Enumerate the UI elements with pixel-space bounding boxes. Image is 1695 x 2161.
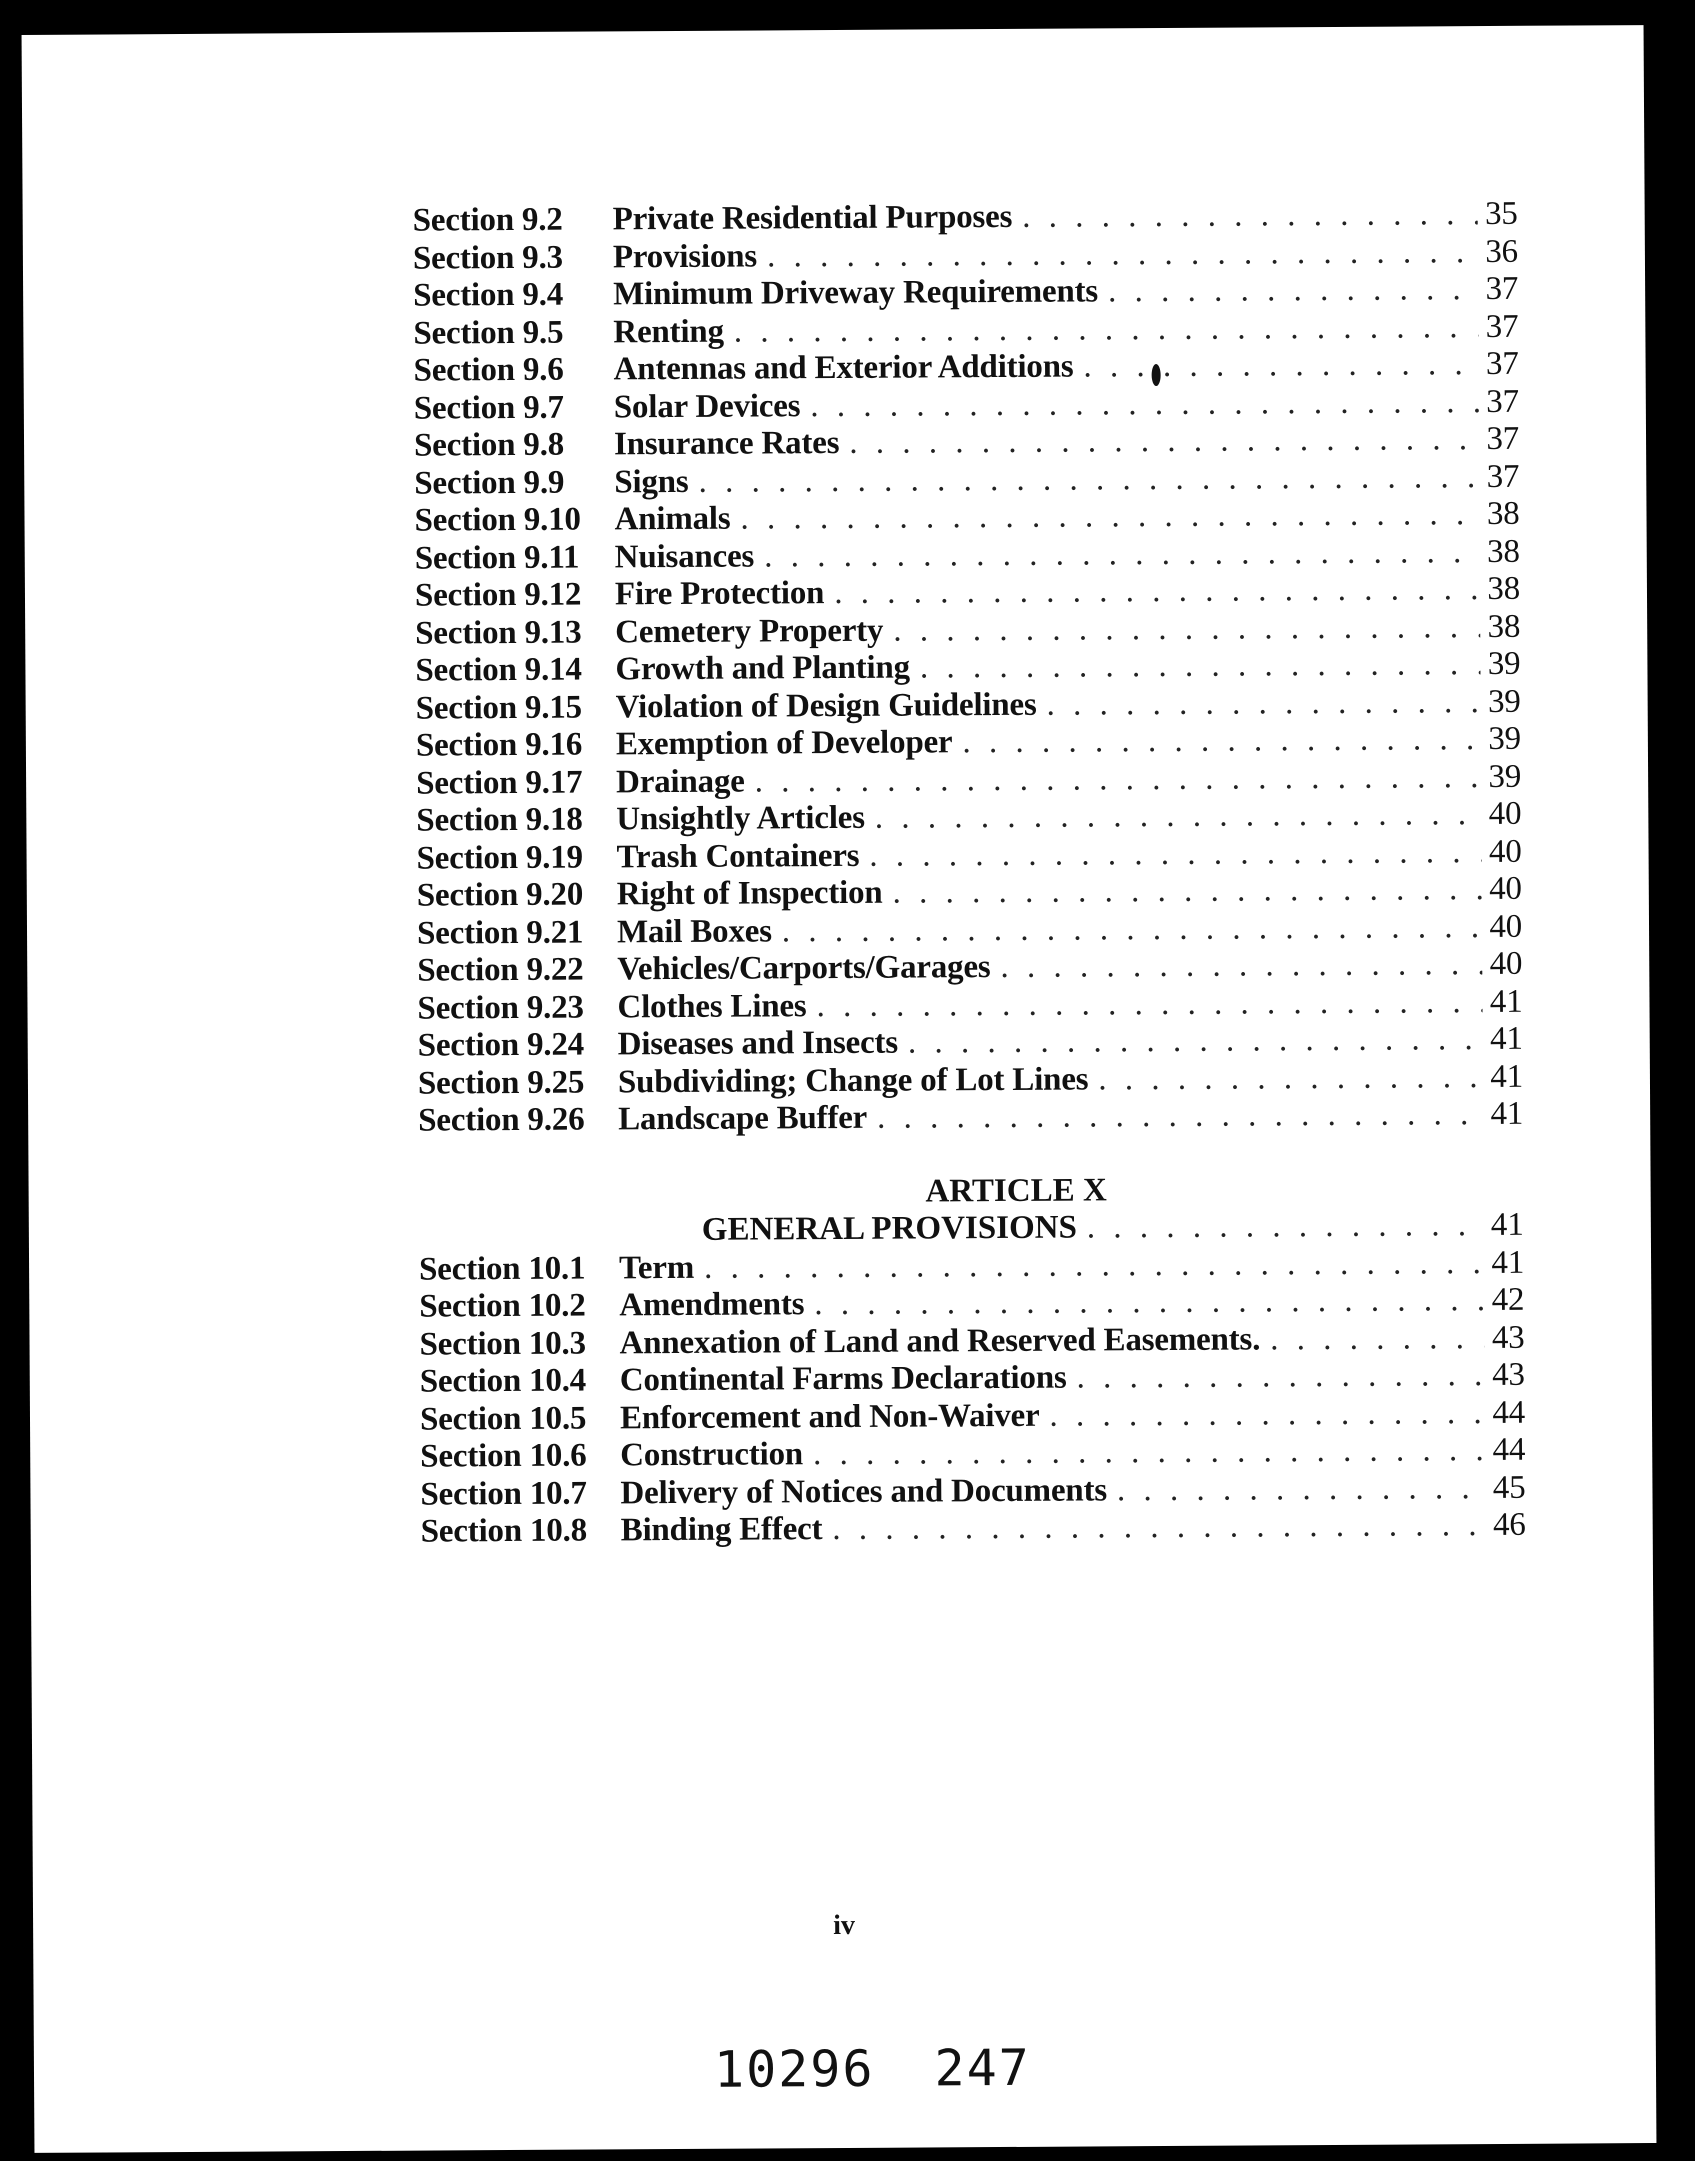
section-number: Section 10.2 xyxy=(419,1287,586,1325)
toc-entries-article-x xyxy=(419,1244,1526,1551)
page-number: 41 xyxy=(1489,1020,1523,1058)
section-number: Section 9.17 xyxy=(416,764,583,802)
section-title: Animals xyxy=(614,500,731,538)
page-number: 37 xyxy=(1485,270,1519,308)
toc-entries-article-ix xyxy=(413,196,1524,1140)
section-title: Exemption of Developer xyxy=(615,724,953,763)
page-number: 40 xyxy=(1489,908,1523,945)
section-number: Section 9.19 xyxy=(416,839,583,877)
section-number: Section 10.7 xyxy=(420,1475,587,1513)
page-number: 37 xyxy=(1485,308,1519,345)
section-title: Provisions xyxy=(612,237,758,275)
section-number: Section 9.23 xyxy=(417,989,584,1027)
page-number: 39 xyxy=(1488,758,1522,795)
section-number: Section 10.3 xyxy=(419,1325,586,1363)
section-number: Section 9.10 xyxy=(414,501,581,539)
section-number: Section 9.5 xyxy=(413,314,564,352)
section-number: Section 9.4 xyxy=(413,276,564,314)
page-number: 35 xyxy=(1484,195,1518,233)
page-number: 46 xyxy=(1492,1506,1526,1544)
section-title: Vehicles/Carports/Garages xyxy=(617,949,991,988)
page-number: 39 xyxy=(1487,683,1521,720)
toc-entry xyxy=(418,1096,1523,1140)
dot-leader xyxy=(740,496,1479,538)
section-title: Signs xyxy=(614,463,689,500)
document-stamp-number xyxy=(714,2038,1091,2098)
section-number: Section 9.15 xyxy=(415,689,583,727)
dot-leader xyxy=(1000,946,1482,986)
section-title: Minimum Driveway Requirements xyxy=(613,273,1099,313)
page-number: 38 xyxy=(1486,495,1520,533)
section-title: Delivery of Notices and Documents xyxy=(620,1471,1108,1511)
section-title: Landscape Buffer xyxy=(618,1099,868,1138)
dot-leader xyxy=(1049,1395,1485,1435)
dot-leader xyxy=(1108,271,1478,310)
dot-leader xyxy=(1022,196,1478,236)
section-number: Section 9.9 xyxy=(414,464,565,502)
section-number: Section 9.18 xyxy=(416,801,583,839)
dot-leader xyxy=(920,646,1481,686)
section-title: Antennas and Exterior Additions xyxy=(613,348,1074,388)
dot-leader xyxy=(764,534,1480,575)
dot-leader xyxy=(810,384,1479,425)
page-number: 36 xyxy=(1485,233,1519,270)
stamp-right: 247 xyxy=(934,2038,1031,2098)
section-title: Nuisances xyxy=(614,538,755,575)
article-title: GENERAL PROVISIONS xyxy=(701,1209,1077,1248)
page-number: 43 xyxy=(1491,1319,1525,1356)
page-number: 37 xyxy=(1486,420,1520,458)
section-title: Right of Inspection xyxy=(616,874,883,913)
page-number: 41 xyxy=(1491,1244,1525,1281)
toc-entry xyxy=(421,1507,1526,1551)
section-number: Section 9.14 xyxy=(415,651,582,689)
section-number: Section 9.3 xyxy=(412,239,563,277)
page-number: 39 xyxy=(1488,720,1521,758)
article-heading: ARTICLE X xyxy=(925,1171,1107,1209)
section-title: Violation of Design Guidelines xyxy=(615,686,1037,725)
section-number: Section 9.8 xyxy=(413,426,565,464)
page-number: 42 xyxy=(1491,1281,1525,1319)
page-number: 40 xyxy=(1489,945,1523,983)
page-number: 38 xyxy=(1487,533,1520,570)
dot-leader xyxy=(869,834,1481,875)
dot-leader xyxy=(782,909,1482,950)
dot-leader xyxy=(908,1021,1483,1062)
page-number: 41 xyxy=(1489,983,1523,1020)
section-title: Diseases and Insects xyxy=(617,1024,899,1063)
dot-leader xyxy=(1117,1470,1486,1509)
dot-leader xyxy=(698,459,1479,501)
section-title: Mail Boxes xyxy=(616,912,772,950)
section-number: Section 9.25 xyxy=(417,1064,585,1102)
section-number: Section 9.26 xyxy=(418,1101,585,1139)
document-page xyxy=(22,25,1657,2153)
dot-leader xyxy=(1087,1207,1484,1246)
dot-leader xyxy=(1046,684,1480,724)
section-title: Amendments xyxy=(619,1286,805,1324)
dot-leader xyxy=(734,309,1479,351)
dot-leader xyxy=(1098,1059,1483,1098)
section-number: Section 9.13 xyxy=(415,614,582,652)
section-title: Solar Devices xyxy=(613,387,801,425)
page-number: 41 xyxy=(1490,1095,1524,1133)
page-number: 37 xyxy=(1485,345,1519,383)
section-number: Section 9.20 xyxy=(416,876,584,914)
page-number: 41 xyxy=(1490,1058,1524,1095)
page-number: 40 xyxy=(1488,833,1522,870)
section-number: Section 9.6 xyxy=(413,351,564,389)
dot-leader xyxy=(893,609,1480,650)
dot-leader xyxy=(1270,1320,1485,1358)
article-page-number: 41 xyxy=(1490,1206,1524,1244)
ink-speck xyxy=(1152,364,1161,386)
section-title: Cemetery Property xyxy=(615,612,884,650)
section-number: Section 9.12 xyxy=(414,576,582,614)
section-title: Subdividing; Change of Lot Lines xyxy=(617,1060,1089,1100)
section-title: Trash Containers xyxy=(616,837,860,875)
dot-leader xyxy=(767,234,1478,275)
dot-leader xyxy=(892,871,1481,912)
section-title: Unsightly Articles xyxy=(616,799,865,838)
page-number: 43 xyxy=(1492,1356,1525,1394)
stamp-left: 10296 xyxy=(713,2039,875,2099)
page-number: 38 xyxy=(1487,570,1521,608)
section-number: Section 9.2 xyxy=(412,201,563,239)
page-number: 37 xyxy=(1486,458,1520,495)
dot-leader xyxy=(849,421,1479,462)
section-title: Annexation of Land and Reserved Easements. xyxy=(619,1320,1261,1361)
section-title: Insurance Rates xyxy=(613,424,840,463)
section-number: Section 9.16 xyxy=(415,726,583,764)
dot-leader xyxy=(814,1282,1484,1323)
section-number: Section 10.1 xyxy=(418,1250,586,1288)
page-number: 39 xyxy=(1487,645,1521,683)
page-number: 37 xyxy=(1486,383,1519,420)
dot-leader xyxy=(755,759,1482,800)
section-number: Section 9.7 xyxy=(413,389,564,427)
section-title: Construction xyxy=(620,1436,804,1474)
section-title: Clothes Lines xyxy=(617,987,807,1025)
page-number: 44 xyxy=(1492,1394,1526,1431)
section-title: Enforcement and Non-Waiver xyxy=(619,1397,1040,1436)
section-title: Continental Farms Declarations xyxy=(619,1359,1067,1399)
section-number: Section 9.11 xyxy=(414,539,580,577)
table-of-contents xyxy=(413,196,1526,1551)
section-title: Drainage xyxy=(616,763,745,800)
section-title: Fire Protection xyxy=(614,575,825,613)
section-number: Section 9.21 xyxy=(416,914,584,952)
section-title: Private Residential Purposes xyxy=(612,198,1013,238)
page-number: 40 xyxy=(1489,870,1522,908)
section-title: Term xyxy=(618,1249,695,1286)
dot-leader xyxy=(1083,346,1478,385)
section-title: Growth and Planting xyxy=(615,649,911,688)
page-number: 38 xyxy=(1487,608,1521,645)
section-number: Section 9.22 xyxy=(417,951,584,989)
section-title: Binding Effect xyxy=(620,1511,823,1549)
page-number: 40 xyxy=(1488,795,1522,833)
section-number: Section 9.24 xyxy=(417,1026,585,1064)
dot-leader xyxy=(834,571,1480,612)
page-number: 44 xyxy=(1492,1431,1526,1469)
dot-leader xyxy=(875,796,1482,837)
section-title: Renting xyxy=(613,313,724,350)
dot-leader xyxy=(832,1507,1486,1548)
dot-leader xyxy=(704,1245,1484,1287)
dot-leader xyxy=(816,984,1482,1025)
section-number: Section 10.5 xyxy=(419,1400,587,1438)
page-number-roman: iv xyxy=(833,1909,856,1942)
dot-leader xyxy=(1076,1357,1484,1396)
dot-leader xyxy=(877,1096,1483,1137)
dot-leader xyxy=(962,721,1481,761)
section-number: Section 10.4 xyxy=(419,1362,587,1400)
page-number: 45 xyxy=(1492,1469,1526,1506)
dot-leader xyxy=(813,1432,1485,1473)
section-number: Section 10.6 xyxy=(420,1437,587,1475)
section-number: Section 10.8 xyxy=(420,1512,588,1550)
